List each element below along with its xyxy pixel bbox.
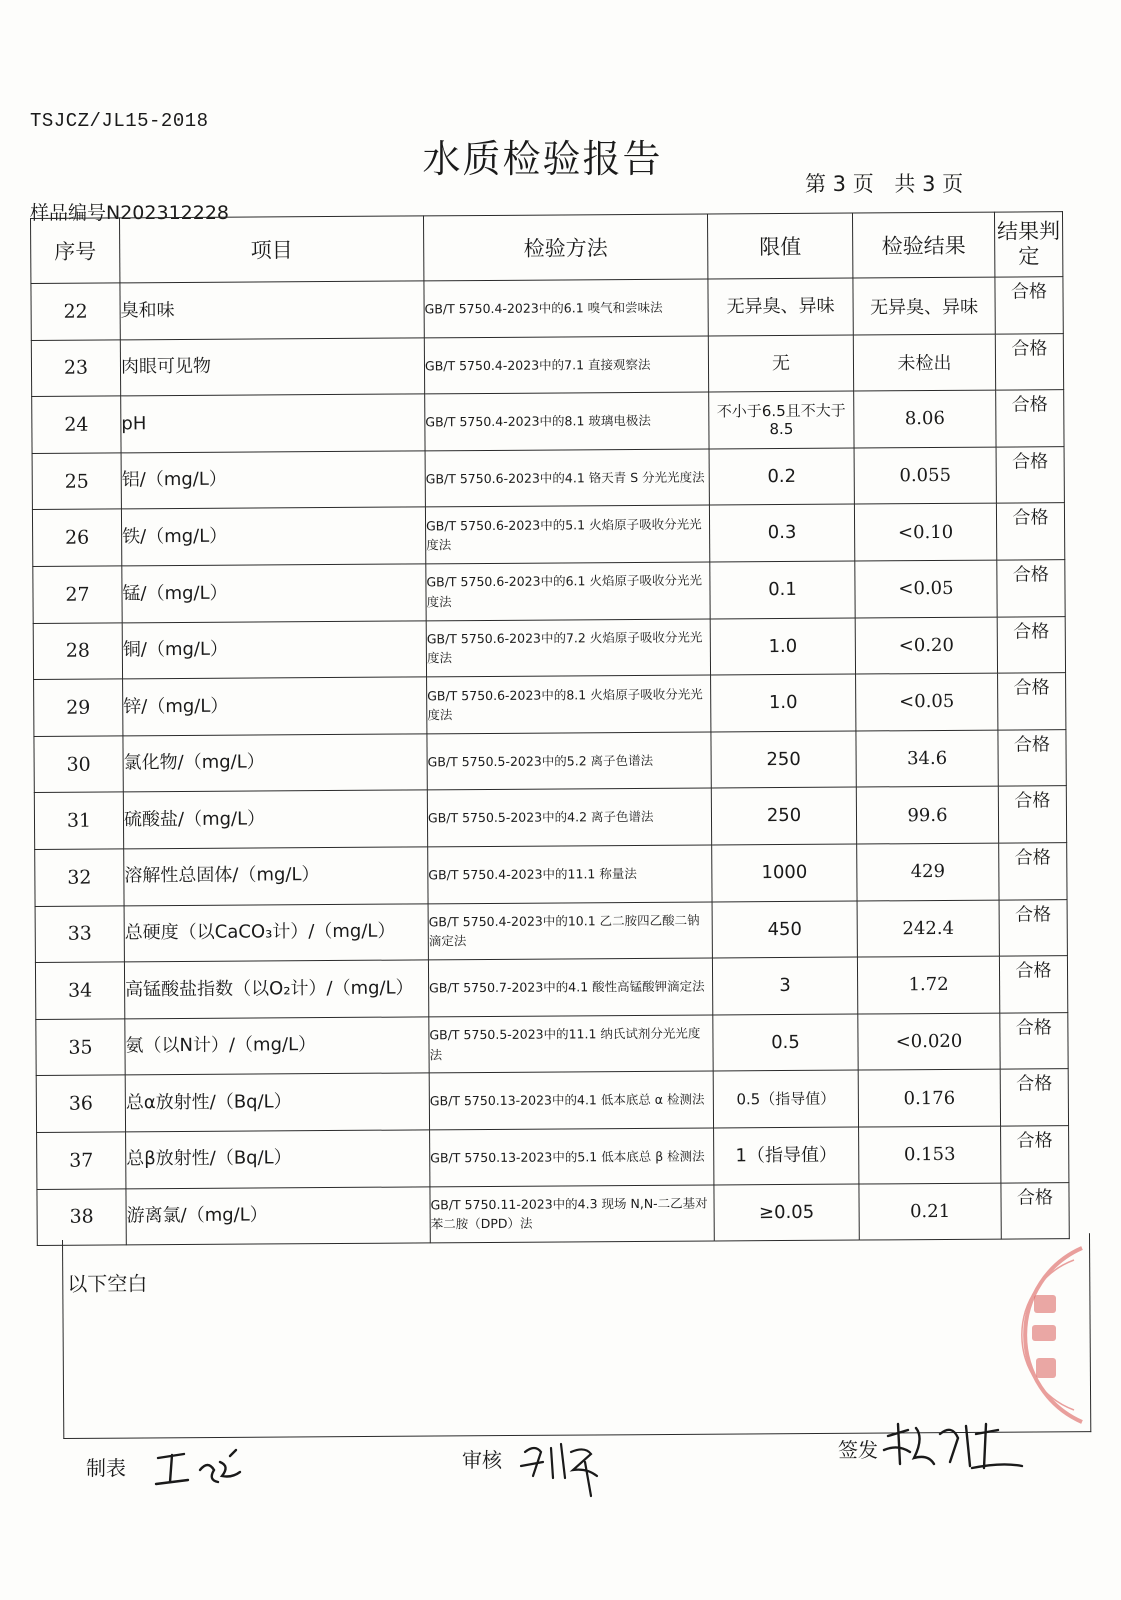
row-result: <0.05 [856,673,998,731]
header-result: 检验结果 [852,212,994,278]
table-row [32,446,1064,509]
row-method: GB/T 5750.4-2023中的10.1 乙二胺四乙酸二钠滴定法 [428,902,712,960]
table-row [33,560,1065,623]
row-result: 0.21 [859,1183,1001,1241]
row-result: 8.06 [854,390,996,448]
table-row [31,277,1063,340]
row-method: GB/T 5750.4-2023中的6.1 嗅气和尝味法 [424,279,708,337]
row-item: 总硬度（以CaCO₃计）/（mg/L） [124,903,428,962]
row-verdict: 合格 [1001,1126,1069,1183]
row-verdict: 合格 [1001,1182,1069,1239]
row-method: GB/T 5750.6-2023中的7.2 火焰原子吸收分光光度法 [426,619,710,677]
table-row [35,843,1067,906]
row-method: GB/T 5750.11-2023中的4.3 现场 N,N-二乙基对苯二胺（DPD）法 [430,1184,714,1242]
row-method: GB/T 5750.6-2023中的5.1 火焰原子吸收分光光度法 [425,505,709,563]
row-item: 高锰酸盐指数（以O₂计）/（mg/L） [124,960,428,1019]
row-method: GB/T 5750.4-2023中的7.1 直接观察法 [424,336,708,394]
table-row [31,333,1063,396]
row-limit: 250 [711,787,856,845]
remark-text: 以下空白 [67,1271,148,1296]
row-limit: ≥0.05 [714,1184,859,1242]
row-verdict: 合格 [998,786,1066,843]
document-code: TSJCZ/JL15-2018 [30,110,209,132]
header-no: 序号 [31,218,120,284]
row-result: <0.20 [855,617,997,675]
row-limit: 1.0 [710,618,855,676]
row-number: 27 [33,566,122,623]
row-verdict: 合格 [998,729,1066,786]
row-item: 铁/（mg/L） [121,507,425,566]
results-table [30,211,1070,1246]
row-number: 32 [35,849,124,906]
row-item: 硫酸盐/（mg/L） [123,790,427,849]
row-method: GB/T 5750.4-2023中的11.1 称量法 [428,845,712,903]
row-limit: 无 [708,335,853,393]
row-method: GB/T 5750.5-2023中的4.2 离子色谱法 [427,788,711,846]
row-number: 35 [36,1019,125,1076]
row-result: 无异臭、异味 [853,277,995,335]
row-result: <0.10 [854,503,996,561]
row-limit: 0.3 [709,504,854,562]
row-limit: 1000 [712,844,857,902]
header-method: 检验方法 [423,214,707,281]
row-item: 臭和味 [120,281,424,340]
table-row [35,899,1067,962]
row-number: 36 [36,1075,125,1132]
row-limit: 0.1 [710,561,855,619]
row-item: 锰/（mg/L） [122,564,426,623]
row-verdict: 合格 [996,446,1064,503]
row-result: 0.153 [859,1126,1001,1184]
row-result: <0.020 [858,1013,1000,1071]
page-total: 共 3 页 [894,172,964,196]
row-verdict: 合格 [999,956,1067,1013]
row-item: 总α放射性/（Bq/L） [125,1073,429,1132]
table-row [36,1069,1068,1132]
row-method: GB/T 5750.4-2023中的8.1 玻璃电极法 [425,392,709,450]
row-result: 0.055 [854,447,996,505]
row-limit: 0.5（指导值） [713,1070,858,1128]
row-verdict: 合格 [999,843,1067,900]
table-row [37,1126,1069,1189]
row-method: GB/T 5750.7-2023中的4.1 酸性高锰酸钾滴定法 [428,958,712,1016]
table-row [35,956,1067,1019]
page-indicator [805,168,977,198]
row-limit: 3 [712,957,857,1015]
row-method: GB/T 5750.6-2023中的6.1 火焰原子吸收分光光度法 [426,562,710,620]
row-number: 22 [31,283,120,340]
row-result: <0.05 [855,560,997,618]
row-limit: 1（指导值） [714,1127,859,1185]
sample-number: 样品编号N202312228 [30,202,230,224]
row-result: 34.6 [856,730,998,788]
row-verdict: 合格 [996,503,1064,560]
row-verdict: 合格 [1000,1069,1068,1126]
row-item: 游离氯/（mg/L） [126,1186,430,1245]
row-number: 25 [32,453,121,510]
row-item: 溶解性总固体/（mg/L） [124,847,428,906]
official-seal-stamp [1012,1240,1092,1430]
row-number: 31 [34,792,123,849]
row-result: 99.6 [856,786,998,844]
row-verdict: 合格 [999,899,1067,956]
row-result: 1.72 [857,956,999,1014]
table-row [34,729,1066,792]
row-limit: 250 [711,731,856,789]
row-limit: 不小于6.5且不大于8.5 [709,391,854,449]
row-number: 34 [35,962,124,1019]
table-row [34,786,1066,849]
table-body [31,277,1069,1246]
row-number: 29 [34,679,123,736]
row-verdict: 合格 [997,560,1065,617]
row-verdict: 合格 [996,390,1064,447]
row-method: GB/T 5750.13-2023中的4.1 低本底总 α 检测法 [429,1071,713,1129]
table-header-row [31,212,1063,284]
remarks-area [62,1233,1091,1439]
row-limit: 无异臭、异味 [708,278,853,336]
row-item: 铜/（mg/L） [122,620,426,679]
row-verdict: 合格 [997,616,1065,673]
reviewed-by-signature [515,1432,615,1502]
report-title: 水质检验报告 [422,137,663,181]
row-item: 氯化物/（mg/L） [123,734,427,793]
row-item: pH [121,394,425,453]
row-number: 38 [37,1188,126,1245]
page-number: 第 3 页 [805,172,874,196]
row-result: 429 [857,843,999,901]
table-row [33,616,1065,679]
row-number: 24 [32,396,121,453]
table-row [34,673,1066,736]
row-item: 氨（以N计）/（mg/L） [125,1017,429,1076]
row-number: 23 [31,339,120,396]
row-verdict: 合格 [995,333,1063,390]
row-method: GB/T 5750.13-2023中的5.1 低本底总 β 检测法 [430,1128,714,1186]
table-row [32,503,1064,566]
row-limit: 0.2 [709,448,854,506]
row-verdict: 合格 [1000,1012,1068,1069]
row-item: 锌/（mg/L） [123,677,427,736]
issued-by-label: 签发 [838,1438,878,1462]
table-row [32,390,1064,453]
row-result: 未检出 [853,334,995,392]
row-number: 26 [32,509,121,566]
row-number: 30 [34,736,123,793]
row-limit: 450 [712,901,857,959]
row-result: 242.4 [857,900,999,958]
row-limit: 0.5 [713,1014,858,1072]
row-verdict: 合格 [995,277,1063,334]
header-limit: 限值 [707,213,852,279]
row-number: 37 [37,1132,126,1189]
results-table-wrapper [30,211,1069,1240]
row-number: 33 [35,905,124,962]
row-method: GB/T 5750.5-2023中的5.2 离子色谱法 [427,732,711,790]
row-result: 0.176 [858,1069,1000,1127]
row-method: GB/T 5750.6-2023中的8.1 火焰原子吸收分光光度法 [427,675,711,733]
row-item: 肉眼可见物 [120,337,424,396]
row-verdict: 合格 [998,673,1066,730]
row-method: GB/T 5750.5-2023中的11.1 纳氏试剂分光光度法 [429,1015,713,1073]
reviewed-by-label: 审核 [462,1448,502,1472]
row-limit: 1.0 [711,674,856,732]
row-item: 铝/（mg/L） [121,451,425,510]
prepared-by-signature [150,1440,260,1495]
prepared-by-label: 制表 [86,1456,126,1480]
header-item: 项目 [120,216,424,283]
row-number: 28 [33,622,122,679]
row-method: GB/T 5750.6-2023中的4.1 铬天青 S 分光光度法 [425,449,709,507]
issued-by-signature [880,1414,1030,1484]
header-verdict: 结果判定 [994,212,1062,277]
table-row [36,1012,1068,1075]
row-item: 总β放射性/（Bq/L） [126,1130,430,1189]
